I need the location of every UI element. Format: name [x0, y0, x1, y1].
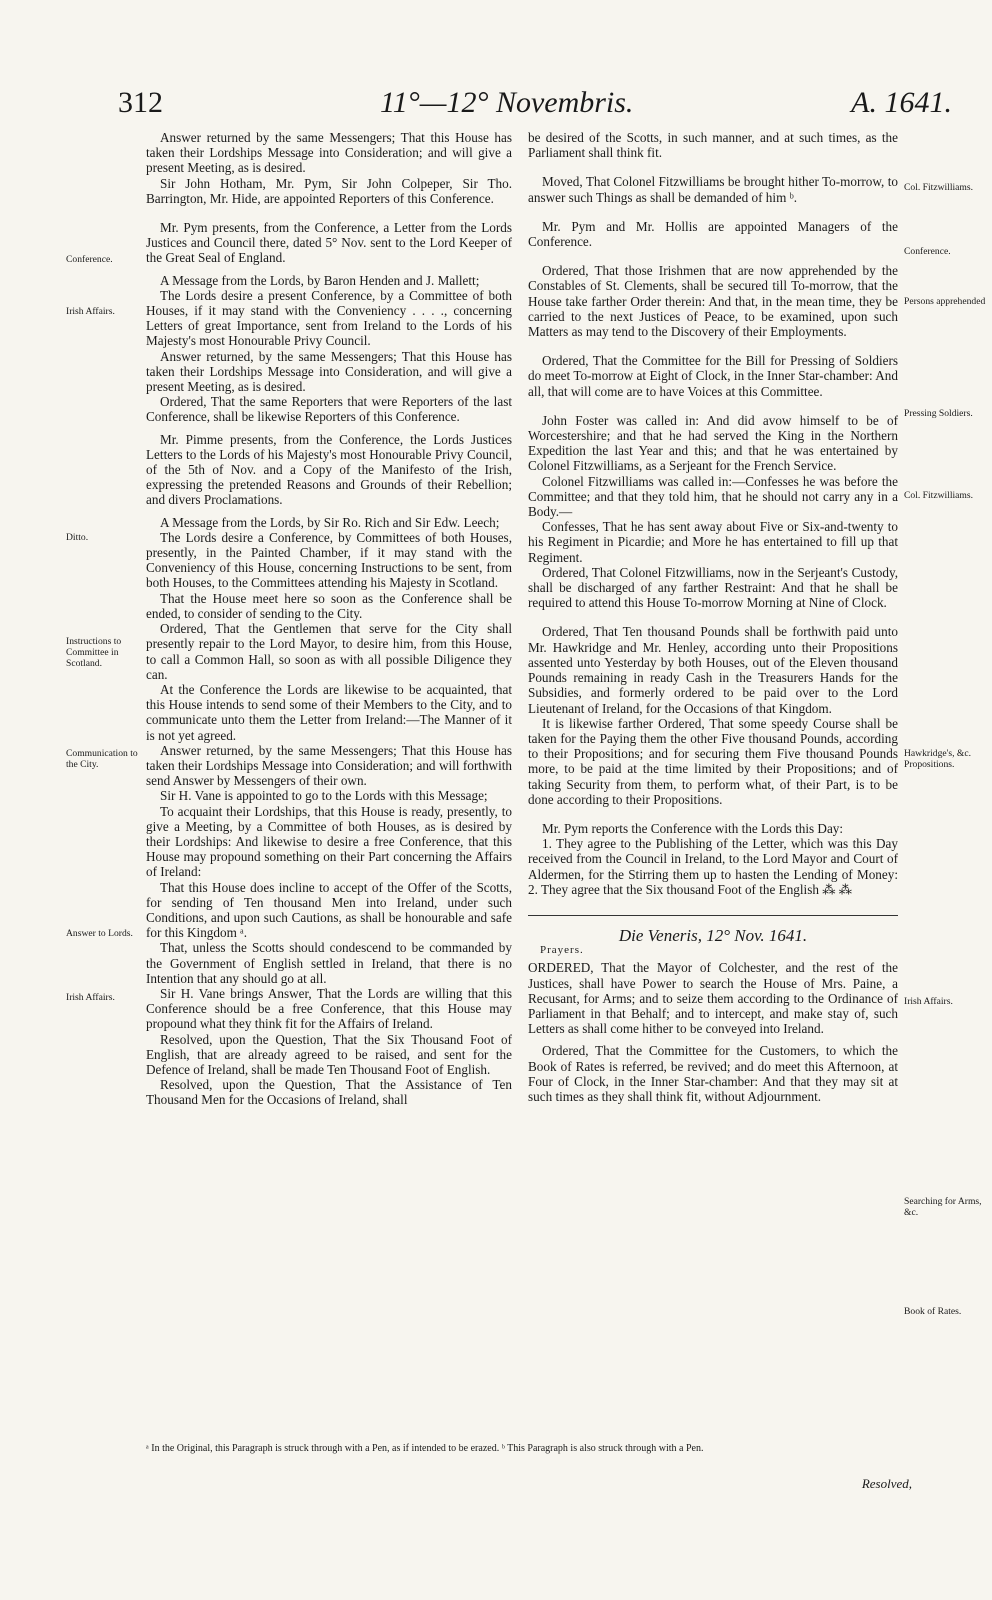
- margin-note: Col. Fitzwilliams.: [904, 182, 974, 193]
- margin-note: Communication to the City.: [66, 748, 138, 770]
- paragraph: It is likewise farther Ordered, That some speedy Course shall be taken for the Paying them the other Five thousand Pounds, according to their Propositions; and for securing them Five thousand Pounds more, to be paid at the time limited by their Propositions; and of taking Security from them, to perform what, of their Part, is to be done according to their Propositions.: [528, 715, 898, 807]
- margin-note: Pressing Soldiers.: [904, 408, 973, 419]
- right-column: [528, 130, 898, 1104]
- paragraph: That, unless the Scotts should condescend to be commanded by the Government of English settled in Ireland, that there is no Intention that any should go at all.: [146, 940, 512, 986]
- paragraph: Ordered, That those Irishmen that are now apprehended by the Constables of St. Clements, shall be secured till To-morrow, that the House take farther Order therein: And that, in the mean time, they be carried to the next Justices of Peace, to be examined, upon such Matters as may tend to the Discovery of their Employments.: [528, 263, 898, 340]
- paragraph: The Lords desire a Conference, by Committees of both Houses, presently, in the Painted Chamber, if it may stand with the Conveniency of this House, concerning Instructions to be sent, from both Houses, to the Committees attending his Majesty in Scotland.: [146, 529, 512, 591]
- margin-note: Persons apprehended: [904, 296, 986, 307]
- paragraph: At the Conference the Lords are likewise to be acquainted, that this House intends to send some of their Members to the City, and to communicate unto them the Letter from Ireland:—The Manner of it is not yet agreed.: [146, 681, 512, 743]
- paragraph: Ordered, That the Committee for the Bill for Pressing of Soldiers do meet To-morrow at Eight of Clock, in the Inner Star-chamber: And all, that will come are to have Voices at this Committee.: [528, 353, 898, 399]
- margin-note: Searching for Arms, &c.: [904, 1196, 982, 1218]
- paragraph: Ordered, That the Committee for the Customers, to which the Book of Rates is referred, be revived; and do meet this Afternoon, at Four of Clock, in the Inner Star-chamber: And that they may sit at such times as they shall think fit, without Adjournment.: [528, 1043, 898, 1104]
- prayers-label: Prayers.: [540, 944, 584, 957]
- paragraph: Resolved, upon the Question, That the Six Thousand Foot of English, that are already agreed to be raised, and sent for the Defence of Ireland, shall be made Ten Thousand Foot of English.: [146, 1031, 512, 1077]
- page-number: 312: [118, 86, 163, 119]
- paragraph: Sir H. Vane is appointed to go to the Lords with this Message;: [160, 788, 488, 804]
- paragraph: Mr. Pym presents, from the Conference, a Letter from the Lords Justices and Council there, dated 5° Nov. sent to the Lord Keeper of the Great Seal of England.: [146, 220, 512, 266]
- margin-note: Hawkridge's, &c. Propositions.: [904, 748, 972, 770]
- year-heading: A. 1641.: [851, 86, 952, 119]
- paragraph: A Message from the Lords, by Baron Henden and J. Mallett;: [160, 272, 480, 288]
- paragraph: Answer returned, by the same Messengers; That this House has taken their Lordships Message into Consideration; and will forthwith send Answer by Messengers of their own.: [146, 742, 512, 789]
- paragraph: Sir H. Vane brings Answer, That the Lords are willing that this Conference should be a free Conference, that this House may propound what they think fit for the Affairs of Ireland.: [146, 985, 512, 1032]
- paragraph: That the House meet here so soon as the Conference shall be ended, to consider of sending to the City.: [146, 590, 512, 621]
- paragraph: be desired of the Scotts, in such manner, and at such times, as the Parliament shall think fit.: [528, 130, 898, 161]
- paragraph: That this House does incline to accept of the Offer of the Scotts, for sending of Ten thousand Men into Ireland, under such Conditions, and upon such Cautions, as shall be honourable and safe for this Kingdom ᵃ.: [146, 879, 512, 941]
- paragraph: Confesses, That he has sent away about Five or Six-and-twenty to his Regiment in Picardie; and More he has entertained to fill up that Regiment.: [528, 519, 898, 565]
- day-heading: Die Veneris, 12° Nov. 1641.: [618, 925, 808, 945]
- paragraph: To acquaint their Lordships, that this House is ready, presently, to give a Meeting, by a Committee of both Houses, as is desired by their Lordships: And likewise to desire a free Conference, that this House may propound something on their Part concerning the Affairs of Ireland:: [146, 803, 512, 880]
- margin-note: Irish Affairs.: [66, 306, 115, 317]
- footnote-b: ᵇ This Paragraph is also struck through with a Pen.: [501, 1443, 704, 1454]
- paragraph: Sir John Hotham, Mr. Pym, Sir John Colpeper, Sir Tho. Barrington, Mr. Hide, are appointed Reporters of this Conference.: [146, 175, 512, 206]
- margin-note: Irish Affairs.: [66, 992, 115, 1003]
- paragraph: A Message from the Lords, by Sir Ro. Rich and Sir Edw. Leech;: [160, 514, 500, 530]
- paragraph: Ordered, That the same Reporters that were Reporters of the last Conference, shall be likewise Reporters of this Conference.: [146, 394, 512, 425]
- margin-note: Instructions to Committee in Scotland.: [66, 636, 122, 669]
- running-title-text: 11°—12° Novembris.: [380, 86, 634, 119]
- paragraph: Colonel Fitzwilliams was called in:—Confesses he was before the Committee; and that they told him, that he should not carry any in a Body.—: [528, 473, 898, 520]
- catchword: Resolved,: [861, 1476, 912, 1491]
- margin-note: Conference.: [904, 246, 951, 257]
- paragraph: Mr. Pym reports the Conference with the Lords this Day:: [542, 820, 844, 836]
- margin-note: Conference.: [66, 254, 113, 265]
- paragraph: Ordered, That Colonel Fitzwilliams, now in the Serjeant's Custody, shall be discharged of any farther Restraint: And that he shall be required to attend this House To-morrow Morning at Nine of Clock.: [528, 564, 898, 611]
- footnotes: [146, 1442, 906, 1455]
- spacer: [528, 897, 898, 915]
- paragraph: Ordered, That Ten thousand Pounds shall be forthwith paid unto Mr. Hawkridge and Mr. Henley, according unto their Propositions assented unto Yesterday by both Houses, out of the Eleven thousand Pounds remaining in ready Cash in the Treasurers Hands for the Subsidies, and formerly ordered to be paid over to the Lord Lieutenant of Ireland, for the Occasions of that Kingdom.: [528, 624, 898, 716]
- section-rule: [528, 915, 898, 916]
- left-column: [146, 130, 512, 1108]
- paragraph: Resolved, upon the Question, That the Assistance of Ten Thousand Men for the Occasions of Ireland, shall: [146, 1077, 512, 1108]
- margin-note: Answer to Lords.: [66, 928, 133, 939]
- paragraph: Mr. Pym and Mr. Hollis are appointed Managers of the Conference.: [528, 218, 898, 250]
- paragraph: Ordered, That the Gentlemen that serve for the City shall presently repair to the Lord Mayor, to desire him, from this House, to call a Common Hall, so soon as with all possible Diligence they can.: [146, 621, 512, 682]
- paragraph: Answer returned by the same Messengers; That this House has taken their Lordships Message into Consideration; and will give a present Meeting, as is desired.: [146, 130, 512, 176]
- paragraph: ORDERED, That the Mayor of Colchester, and the rest of the Justices, shall have Power to search the House of Mrs. Paine, a Recusant, for Arms; and to seize them according to the Ordinance of Parliament in that Behalf; and to intercept, and make stay of, such Letters as shall come hither to be conveyed into Ireland.: [528, 960, 898, 1037]
- margin-note: Irish Affairs.: [904, 996, 953, 1007]
- running-title: [380, 86, 633, 120]
- paragraph: 1. They agree to the Publishing of the Letter, which was this Day received from the Council in Ireland, to the Lord Mayor and Court of Aldermen, for the Stirring them up to hasten the Lending of Money: 2. They agree that the Six thousand Foot of the English ⁂ ⁂: [528, 836, 898, 897]
- margin-note: Ditto.: [66, 532, 89, 543]
- paragraph: Mr. Pimme presents, from the Conference, the Lords Justices Letters to the Lords of his Majesty's most Honourable Privy Council, of the 5th of Nov. and a Copy of the Manifesto of the Irish, expressing the pretended Reasons and Grounds of their Rebellion; and divers Proclamations.: [146, 431, 512, 508]
- margin-note: Book of Rates.: [904, 1306, 962, 1317]
- page-header: [118, 86, 952, 126]
- paragraph: Moved, That Colonel Fitzwilliams be brought hither To-morrow, to answer such Things as shall be demanded of him ᵇ.: [528, 174, 898, 205]
- paragraph: Answer returned, by the same Messengers; That this House has taken their Lordships Message into Consideration, and will give a present Meeting, as is desired.: [146, 348, 512, 395]
- paragraph: John Foster was called in: And did avow himself to be of Worcestershire; and that he had served the King in the Northern Expedition the last Year and this; and that he was entertained by Colonel Fitzwilliams, as a Serjeant for the French Service.: [528, 412, 898, 474]
- margin-note: Col. Fitzwilliams.: [904, 490, 974, 501]
- footnote-a: ᵃ In the Original, this Paragraph is struck through with a Pen, as if intended to be erazed.: [146, 1443, 500, 1454]
- paragraph: The Lords desire a present Conference, by a Committee of both Houses, if it may stand with the Conveniency . . . ., concerning Letters of great Importance, sent from Ireland to the Lords of his Majesty's most Honourable Privy Council.: [146, 287, 512, 349]
